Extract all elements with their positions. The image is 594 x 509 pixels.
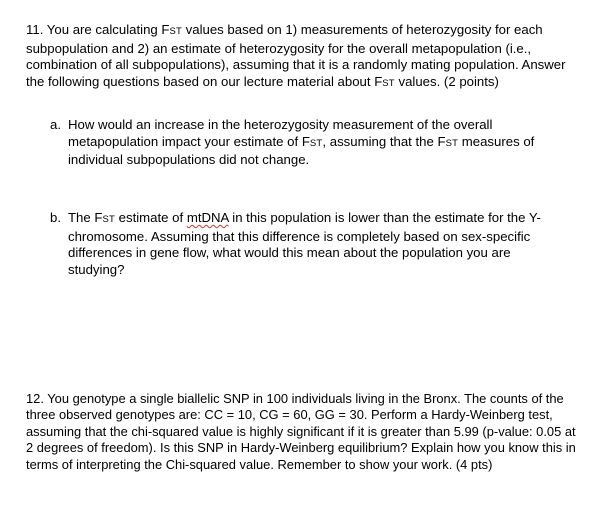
list-marker-b: b. bbox=[50, 210, 61, 225]
q11-text-1: 11. You are calculating F bbox=[26, 22, 170, 37]
qb-text-3: in this population is lower than the estimate for the Y-chromosome. Assuming that this difference is completely based on sex-specific differences in gene flow, what would this mean about the population you are studying? bbox=[68, 210, 541, 277]
spellcheck-flagged-word: mtDNA bbox=[186, 210, 229, 225]
qb-text-1: The F bbox=[68, 210, 103, 225]
question-11b bbox=[50, 210, 570, 278]
question-12: 12. You genotype a single biallelic SNP in 100 individuals living in the Bronx. The counts of the three observed genotypes are: CC = 10, CG = 60, GG = 30. Perform a Hardy-Weinberg test, assuming that the chi-squared value is highly significant if it is greater than 5.99 (p-value: 0.05 at 2 degrees of freedom). Is this SNP in Hardy-Weinberg equilibrium? Explain how you know this in terms of interpreting the Chi-squared value. Remember to show your work. (4 pts) bbox=[26, 391, 576, 472]
question-11a bbox=[50, 117, 570, 169]
qa-text-3: measures of individual subpopulations did not change. bbox=[68, 133, 535, 168]
q11-st-subscript-1: ST bbox=[169, 26, 182, 37]
qa-st-subscript-2: ST bbox=[445, 137, 459, 149]
question-11a-text bbox=[68, 117, 570, 169]
list-marker-a: a. bbox=[50, 117, 61, 132]
q11-st-subscript-2: ST bbox=[382, 77, 395, 89]
question-11b-text bbox=[68, 210, 570, 278]
qb-text-2: estimate of bbox=[114, 210, 187, 225]
qa-text-2: , assuming that the F bbox=[322, 133, 446, 149]
question-11 bbox=[26, 22, 576, 92]
qa-text-1: How would an increase in the heterozygosity measurement of the overall metapopulation impact your estimate of F bbox=[68, 117, 493, 149]
q11-text-3: values. (2 points) bbox=[394, 73, 499, 89]
qb-st-subscript: ST bbox=[102, 214, 115, 225]
q11-text-2: values based on 1) measurements of heterozygosity for each subpopulation and 2) an estimate of heterozygosity for the overall metapopulation (i.e., combination of all subpopulations), assuming that it is a randomly mating population. Answer the following questions based on our lecture material about F bbox=[26, 22, 566, 89]
qa-st-subscript-1: ST bbox=[309, 137, 323, 149]
